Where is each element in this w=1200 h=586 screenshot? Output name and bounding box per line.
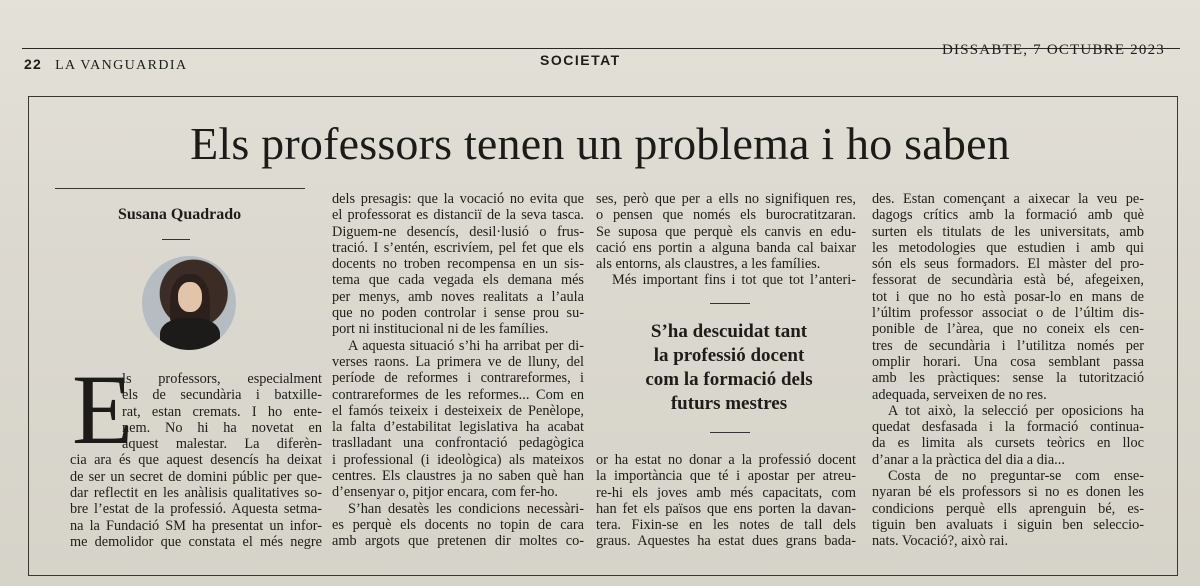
page-header-left: [24, 56, 188, 74]
byline-dash: [162, 239, 190, 240]
text-line: els de secundària i batxille-: [122, 387, 322, 404]
text-line: cació ens portin a alguna banda cal baixar: [596, 239, 856, 256]
text-line: graus. Aquestes ha estat dues grans bada-: [596, 533, 856, 550]
text-line: que no poden controlar i sense prou su-: [332, 305, 584, 322]
byline-rule: [55, 188, 305, 189]
text-line: tema que cada vegada els demana més: [332, 272, 584, 289]
text-line: omplir horari. Una cosa semblant passa: [872, 353, 1144, 370]
text-column-3-top: [596, 191, 856, 289]
text-line: les metodologies que estudien i amb qui: [872, 239, 1144, 256]
text-line: dels presagis: que la vocació no evita que: [332, 191, 584, 207]
article-headline: Els professors tenen un problema i ho saben: [190, 118, 1010, 169]
text-line: tració. I s’entén, escrivíem, pel fet que els: [332, 239, 584, 256]
text-line: tot i que no ho està posar-lo en mans de: [872, 288, 1144, 305]
page-number: 22: [24, 56, 42, 72]
text-line: nats. Vocació?, això rai.: [872, 533, 1009, 550]
text-line: quedat desfasada i la formació continua-: [872, 419, 1144, 436]
text-column-1: [70, 354, 322, 550]
text-line: condicions perquè ells aprenguin bé, es-: [872, 500, 1144, 517]
text-line: d’ensenyar o, pitjor encara, com fer-ho.: [332, 484, 558, 501]
text-line: són els seus formadors. El màster del pro-: [872, 256, 1144, 273]
pullquote-rule-bottom: [710, 432, 750, 433]
text-line: docents no troben recompensa en un sis-: [332, 256, 584, 273]
text-line: Costa de no preguntar-se com ense-: [888, 468, 1144, 485]
author-byline: Susana Quadrado: [118, 206, 242, 223]
text-line: rat, estan cremats. I ho ente-: [122, 403, 322, 420]
text-line: es perquè els docents no topin de cara: [332, 516, 584, 533]
text-line: amb argots que pretenen dir moltes co-: [332, 533, 584, 550]
text-line: als entorns, als claustres, a les famílies.: [596, 256, 821, 273]
text-line: traslladant una confrontació pedagògica: [332, 435, 584, 452]
text-line: tres de secundària i l’utilitza només per: [872, 337, 1144, 354]
pullquote-line: com la formació dels: [645, 369, 813, 390]
text-line: l’últim professor associat o de l’últim dis-: [872, 305, 1144, 322]
text-line: la falta d’estabilitat legislativa ha acabat: [332, 419, 584, 436]
pullquote-rule-top: [710, 303, 750, 304]
text-line: per menys, amb noves realitats a l’aula: [332, 288, 584, 305]
text-line: nem. No hi ha novetat en: [122, 419, 322, 436]
text-line: i professional (i ideològica) als mateixos: [332, 451, 584, 468]
text-line: verses raons. La primera ve de lluny, del: [332, 353, 584, 370]
text-column-4: [872, 191, 1144, 550]
text-line: dagogs crítics amb la formació amb què: [872, 207, 1144, 224]
pullquote: [600, 320, 858, 416]
text-line: dar reflectit en les anàlisis qualitatives so-: [70, 485, 322, 502]
text-line: surten els titulats de les universitats, amb: [872, 223, 1144, 240]
text-line: període de reformes i contrareformes, i: [332, 370, 584, 387]
section-label: SOCIETAT: [540, 52, 621, 68]
text-line: da es limita als cursets teòrics en lloc: [872, 435, 1144, 452]
pullquote-line: futurs mestres: [670, 393, 788, 414]
text-line: A aquesta situació s’hi ha arribat per di-: [348, 337, 584, 354]
text-line: d’anar a la pràctica del dia a dia...: [872, 451, 1065, 468]
text-line: centres. Els claustres ja no saben què han: [332, 468, 584, 485]
text-line: tiguin ben avaluats i siguin ben seleccio-: [872, 516, 1144, 533]
text-line: contrareformes de les reformes... Com en: [332, 386, 584, 403]
text-line: han fet els països que ens porten la davan-: [596, 500, 856, 517]
text-line: nyaran bé els professors si no es donen les: [872, 484, 1144, 501]
text-line: amb les pràctiques: sense la tutorització: [872, 370, 1144, 387]
author-photo: [142, 256, 236, 350]
text-column-3-bottom: [596, 452, 856, 550]
text-line: ponible de l’àrea, que no coneix els cen-: [872, 321, 1144, 338]
text-line: me demolidor que constata el més negre: [70, 533, 322, 550]
text-line: fessorat de secundària està bé, afegeixen,: [872, 272, 1144, 289]
text-line: S’han desatès les condicions necessàri-: [348, 500, 584, 517]
text-line: Diguem-ne desencís, desil·lusió o frus-: [332, 223, 584, 240]
pullquote-line: la professió docent: [653, 345, 805, 366]
text-line: adequada, serveixen de no res.: [872, 386, 1047, 403]
issue-date: DISSABTE, 7 OCTUBRE 2023: [942, 42, 1165, 58]
text-line: o pensen que només els burocratitzaran.: [596, 207, 856, 224]
text-line: Se suposa que perquè els canvis en edu-: [596, 223, 856, 240]
text-line: bre l’estat de la professió. Aquesta setma-: [70, 501, 322, 518]
text-line: de ser un secret de domini públic per que-: [70, 468, 322, 485]
text-line: cia ara és que aquest desencís ha deixat: [70, 452, 322, 469]
text-line: Més important fins i tot que tot l’anteri-: [612, 272, 856, 289]
text-line: na la Fundació SM ha presentat un infor-: [70, 517, 322, 534]
text-line: re-hi els joves amb més capacitats, com: [596, 484, 856, 501]
text-line: el famós teixeix i desteixeix de Penèlope,: [332, 402, 584, 419]
text-line: des. Estan començant a aixecar la veu pe-: [872, 191, 1144, 207]
text-line: port ni institucional ni de les famílies.: [332, 321, 549, 338]
newspaper-name: LA VANGUARDIA: [55, 58, 188, 73]
text-column-2: [332, 191, 584, 550]
text-line: ses, però que per a ells no signifiquen res,: [596, 191, 856, 207]
text-line: la importància que té i apostar per atreu-: [596, 468, 856, 485]
pullquote-line: S’ha descuidat tant: [650, 321, 808, 342]
text-line: ls professors, especialment: [122, 371, 322, 387]
text-line: or ha estat no donar a la professió docent: [596, 452, 856, 468]
text-line: tera. Fixin-se en les notes de tall dels: [596, 517, 856, 534]
drop-cap: E: [72, 354, 134, 465]
text-line: el professorat es distanciï de la seva tasca.: [332, 207, 584, 224]
text-line: aquest malestar. La diferèn-: [122, 436, 322, 453]
text-line: A tot això, la selecció per oposicions ha: [888, 402, 1144, 419]
